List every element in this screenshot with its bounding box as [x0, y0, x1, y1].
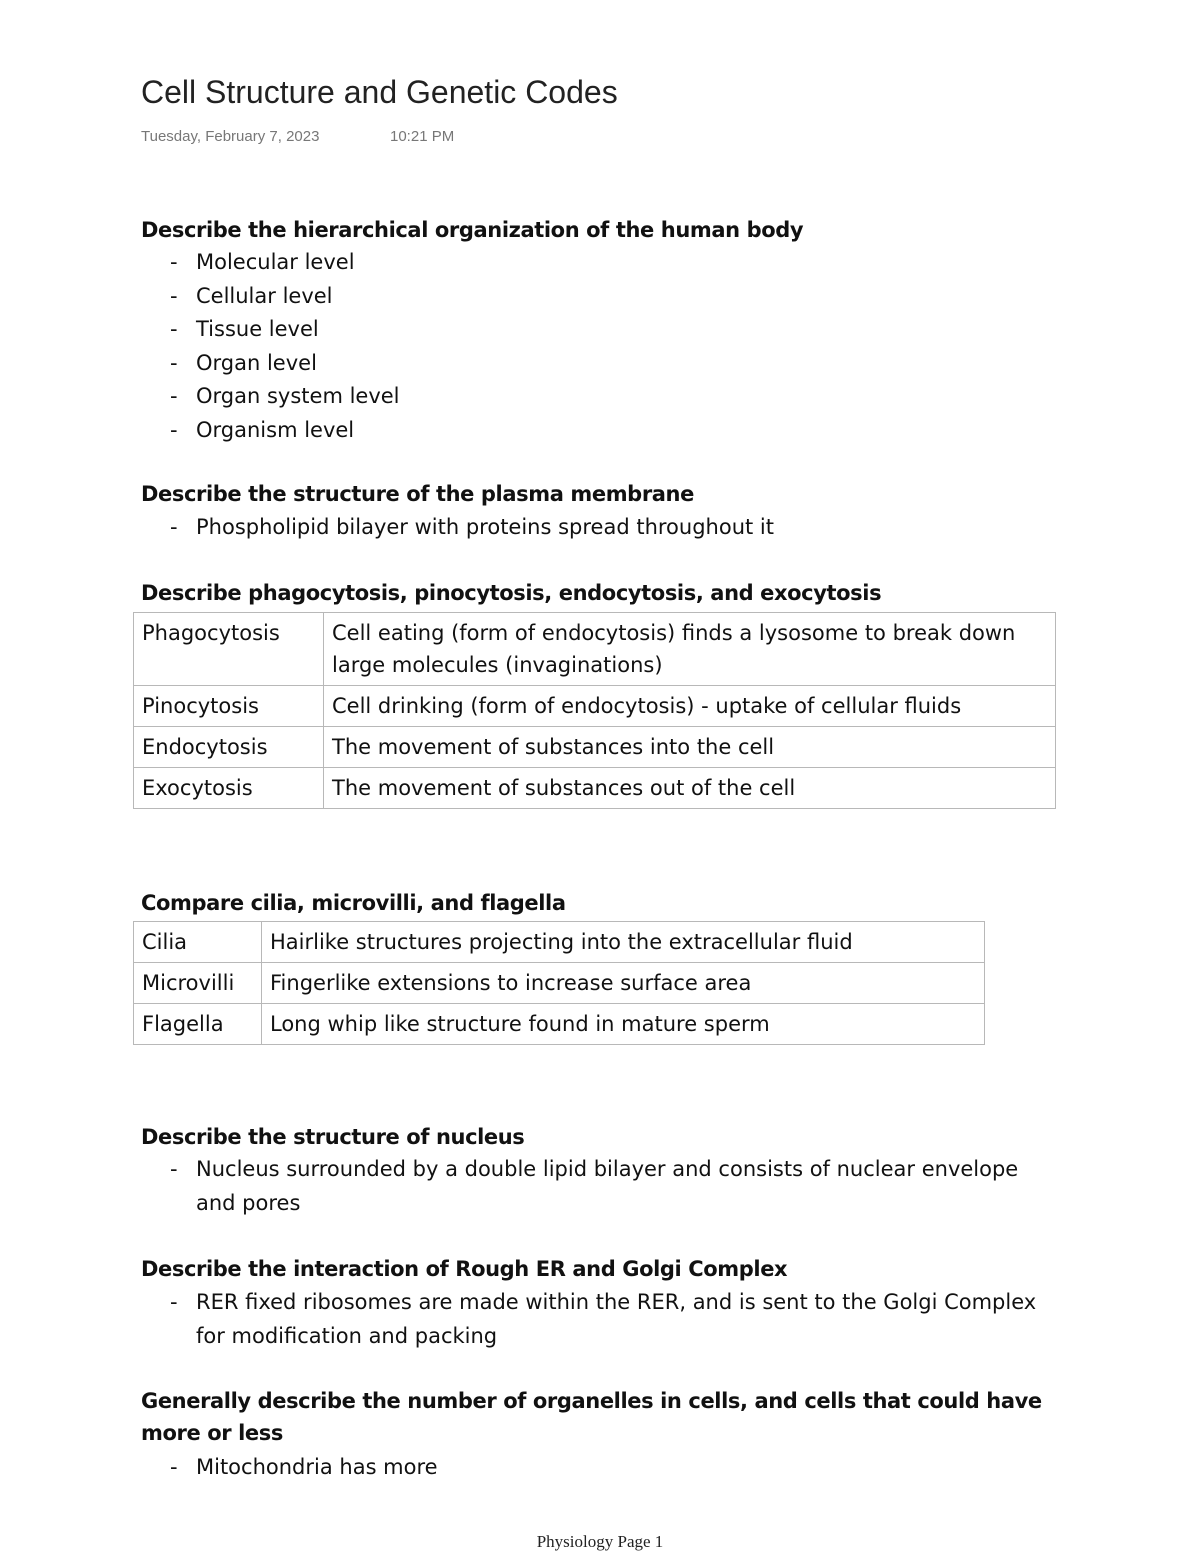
- membrane-list: [168, 511, 774, 545]
- list-item: - Tissue level: [168, 313, 400, 347]
- cilia-table: [133, 921, 985, 1045]
- page-footer: Physiology Page 1: [536, 1532, 664, 1551]
- table-row: [134, 727, 1056, 768]
- desc-cell: Cell drinking (form of endocytosis) - uptake of cellular fluids: [324, 686, 1056, 727]
- nucleus-list: [168, 1153, 1048, 1220]
- term-cell: Flagella: [134, 1004, 262, 1045]
- desc-cell: Long whip like structure found in mature sperm: [262, 1004, 985, 1045]
- table-row: [134, 1004, 985, 1045]
- hierarchy-list: [168, 246, 400, 447]
- term-cell: Cilia: [134, 922, 262, 963]
- term-cell: Phagocytosis: [134, 613, 324, 686]
- note-date: Tuesday, February 7, 2023: [141, 128, 320, 145]
- table-row: [134, 686, 1056, 727]
- term-cell: Endocytosis: [134, 727, 324, 768]
- term-cell: Exocytosis: [134, 768, 324, 809]
- desc-cell: The movement of substances into the cell: [324, 727, 1056, 768]
- desc-cell: Fingerlike extensions to increase surface area: [262, 963, 985, 1004]
- cytosis-table: [133, 612, 1056, 809]
- heading-organelles: Generally describe the number of organelles in cells, and cells that could have more or less: [141, 1389, 1042, 1445]
- list-item: - Mitochondria has more: [168, 1451, 438, 1485]
- table-row: [134, 922, 985, 963]
- page-title: Cell Structure and Genetic Codes: [141, 74, 618, 110]
- desc-cell: The movement of substances out of the cell: [324, 768, 1056, 809]
- list-item: - Molecular level: [168, 246, 400, 280]
- list-item: - Nucleus surrounded by a double lipid bilayer and consists of nuclear envelope and pores: [168, 1153, 1048, 1220]
- list-item: - RER fixed ribosomes are made within the RER, and is sent to the Golgi Complex for modification and packing: [168, 1286, 1068, 1353]
- list-item: - Organ system level: [168, 380, 400, 414]
- list-item: - Phospholipid bilayer with proteins spread throughout it: [168, 511, 774, 545]
- desc-cell: Cell eating (form of endocytosis) finds a lysosome to break down large molecules (invaginations): [324, 613, 1056, 686]
- heading-nucleus: Describe the structure of nucleus: [141, 1125, 525, 1149]
- note-time: 10:21 PM: [390, 128, 455, 145]
- heading-cytosis: Describe phagocytosis, pinocytosis, endocytosis, and exocytosis: [141, 581, 882, 605]
- list-item: - Cellular level: [168, 280, 400, 314]
- heading-hierarchy: Describe the hierarchical organization of the human body: [141, 218, 804, 242]
- term-cell: Microvilli: [134, 963, 262, 1004]
- heading-rer: Describe the interaction of Rough ER and Golgi Complex: [141, 1257, 788, 1281]
- desc-cell: Hairlike structures projecting into the extracellular fluid: [262, 922, 985, 963]
- term-cell: Pinocytosis: [134, 686, 324, 727]
- table-row: [134, 963, 985, 1004]
- table-row: [134, 613, 1056, 686]
- heading-cilia: Compare cilia, microvilli, and flagella: [141, 891, 566, 915]
- list-item: - Organism level: [168, 414, 400, 448]
- heading-membrane: Describe the structure of the plasma membrane: [141, 482, 694, 506]
- list-item: - Organ level: [168, 347, 400, 381]
- rer-list: [168, 1286, 1068, 1353]
- table-row: [134, 768, 1056, 809]
- organelles-list: [168, 1451, 438, 1485]
